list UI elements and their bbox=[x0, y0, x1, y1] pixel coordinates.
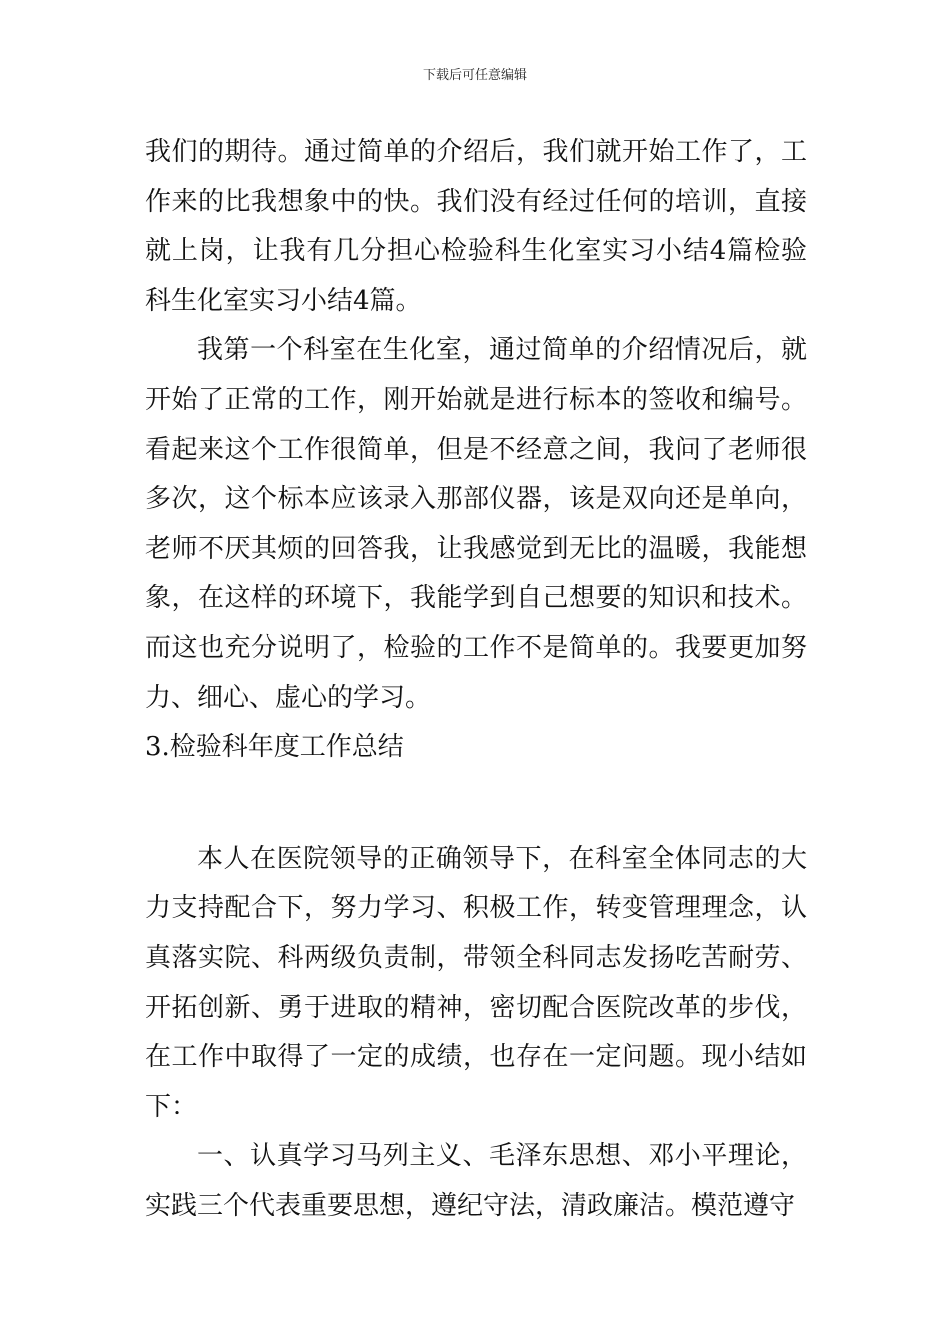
page-header: 下载后可任意编辑 bbox=[422, 68, 527, 83]
paragraph-point-one: 一、认真学习马列主义、毛泽东思想、邓小平理论，实践三个代表重要思想，遵纪守法，清政廉洁。模范遵守 bbox=[145, 1141, 807, 1221]
paragraph-summary-intro: 本人在医院领导的正确领导下，在科室全体同志的大力支持配合下，努力学习、积极工作，转变管理理念，认真落实院、科两级负责制，带领全科同志发扬吃苦耐劳、开拓创新、勇于进取的精神，密切配合医院改革的步伐，在工作中取得了一定的成绩，也存在一定问题。现小结如下： bbox=[145, 843, 807, 1122]
paragraph-continuation: 我们的期待。通过简单的介绍后，我们就开始工作了，工作来的比我想象中的快。我们没有经过任何的培训，直接就上岗，让我有几分担心检验科生化室实习小结4篇检验科生化室实习小结4篇。 bbox=[145, 137, 807, 316]
paragraph-biochem-room: 我第一个科室在生化室，通过简单的介绍情况后，就开始了正常的工作，刚开始就是进行标本的签收和编号。看起来这个工作很简单，但是不经意之间，我问了老师很多次，这个标本应该录入那部仪器，该是双向还是单向，老师不厌其烦的回答我，让我感觉到无比的温暖，我能想象，在这样的环境下，我能学到自己想要的知识和技术。而这也充分说明了，检验的工作不是简单的。我要更加努力、细心、虚心的学习。 bbox=[145, 335, 807, 713]
document-body bbox=[145, 128, 807, 1231]
section-heading: 3.检验科年度工作总结 bbox=[145, 732, 404, 763]
blank-gap bbox=[145, 773, 807, 835]
